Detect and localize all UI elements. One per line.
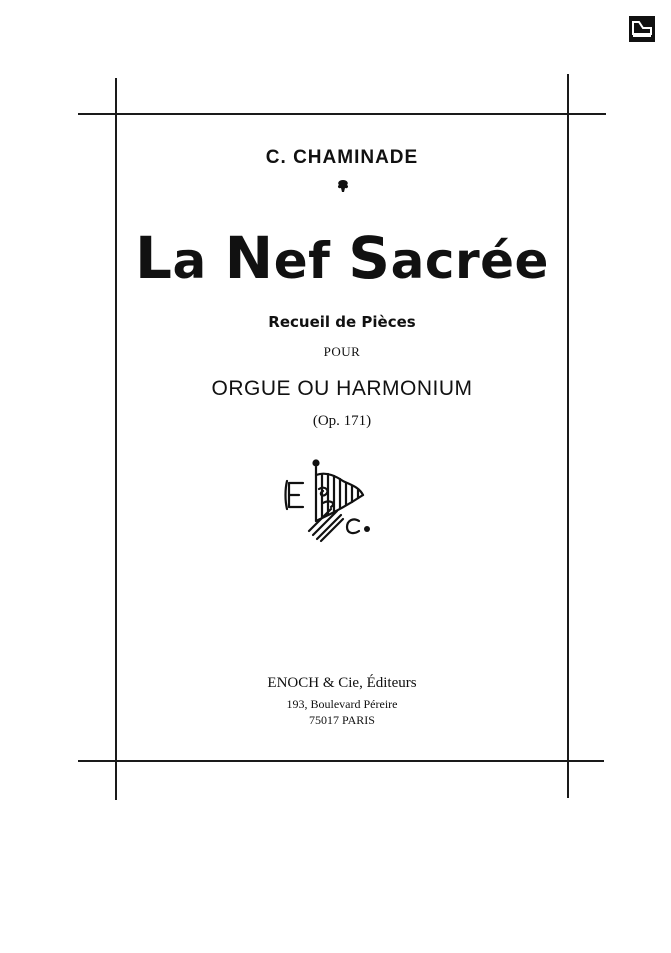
pour-label: POUR (323, 344, 361, 359)
work-title (117, 224, 567, 292)
opus-number: (Op. 171) (312, 413, 372, 429)
title-initial: N (224, 224, 274, 292)
harp-monogram-logo (283, 459, 375, 545)
border-rule-right (567, 74, 569, 798)
bookmark-icon[interactable] (629, 16, 655, 42)
fleuron-icon (336, 179, 350, 193)
publisher-city: 75017 PARIS (309, 713, 375, 727)
title-initial: S (348, 224, 391, 292)
title-word: ef (273, 232, 349, 290)
title-word: acrée (390, 232, 549, 290)
composer-name: C. CHAMINADE (265, 147, 419, 168)
publisher-address: 193, Boulevard Péreire (286, 697, 398, 711)
publisher-name: ENOCH & Cie, Éditeurs (267, 675, 417, 691)
title-initial: L (135, 224, 173, 292)
title-word: a (172, 232, 225, 290)
subtitle: Recueil de Pièces (268, 313, 416, 331)
instrument-line: ORGUE OU HARMONIUM (211, 377, 473, 400)
border-rule-top (78, 113, 606, 115)
border-rule-bottom (78, 760, 604, 762)
